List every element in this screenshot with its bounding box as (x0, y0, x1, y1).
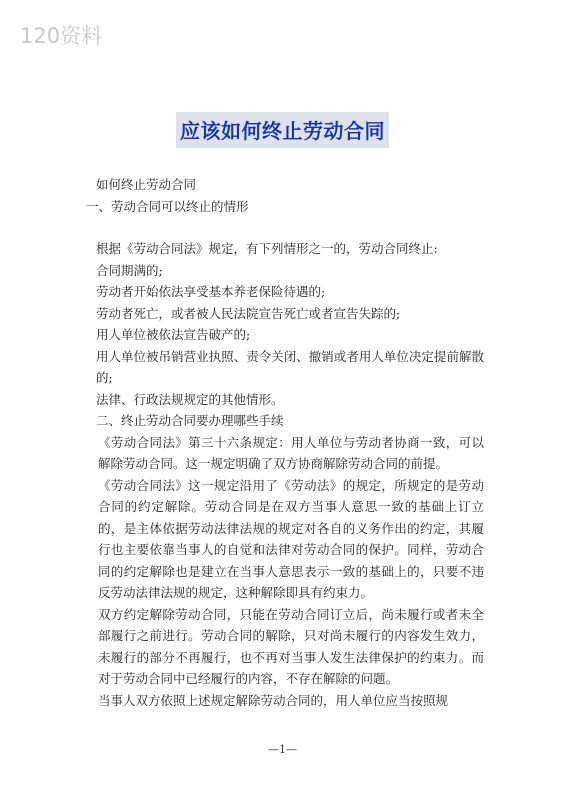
paragraph-heading: 如何终止劳动合同 (96, 177, 197, 192)
page-number: —1— (268, 743, 297, 756)
blank-line (86, 217, 484, 238)
list-item: 合同期满的; (96, 262, 163, 278)
list-item: 劳动者死亡，或者被人民法院宣告死亡或者宣告失踪的; (96, 305, 401, 321)
paragraph: 《劳动合同法》这一规定沿用了《劳动法》的规定，所规定的是劳动合同的约定解除。劳动合同是在双方当事人意思一致的基础上订立的，是主体依据劳动法律法规的规定对各自的义务作出的约定，其履行也主要依靠当事人的自觉和法律对劳动合同的保护。同样，劳动合同的约定解除也是建立在当事人意思表示一致的基础上的，只要不违反劳动法律法规的规定，这种解除即具有约束力。 (98, 477, 484, 600)
section-heading-1: 一、劳动合同可以终止的情形 (86, 198, 249, 214)
section-heading-2: 二、终止劳动合同要办理哪些手续 (96, 413, 284, 428)
paragraph: 《劳动合同法》第三十六条规定：用人单位与劳动者协商一致，可以解除劳动合同。这一规定明确了双方协商解除劳动合同的前提。 (98, 434, 484, 471)
list-item: 用人单位被依法宣告破产的; (96, 327, 251, 342)
paragraph: 当事人双方依照上述规定解除劳动合同的，用人单位应当按照规 (98, 692, 449, 708)
list-item: 劳动者开始依法享受基本养老保险待遇的; (96, 284, 326, 299)
list-item: 用人单位被吊销营业执照、责令关闭、撤销或者用人单位决定提前解散的; (96, 348, 484, 385)
document-body (86, 174, 484, 711)
watermark-logo: 120资料 (20, 24, 103, 48)
list-item: 法律、行政法规规定的其他情形。 (96, 391, 284, 407)
paragraph: 双方约定解除劳动合同，只能在劳动合同订立后，尚未履行或者未全部履行之前进行。劳动合同的解除，只对尚未履行的内容发生效力，未履行的部分不再履行，也不再对当事人发生法律保护的约束力。而对于劳动合同中已经履行的内容，不存在解除的问题。 (98, 606, 484, 686)
title-container (0, 112, 565, 148)
paragraph: 根据《劳动合同法》规定，有下列情形之一的，劳动合同终止: (96, 241, 438, 256)
document-title: 应该如何终止劳动合同 (176, 112, 389, 148)
